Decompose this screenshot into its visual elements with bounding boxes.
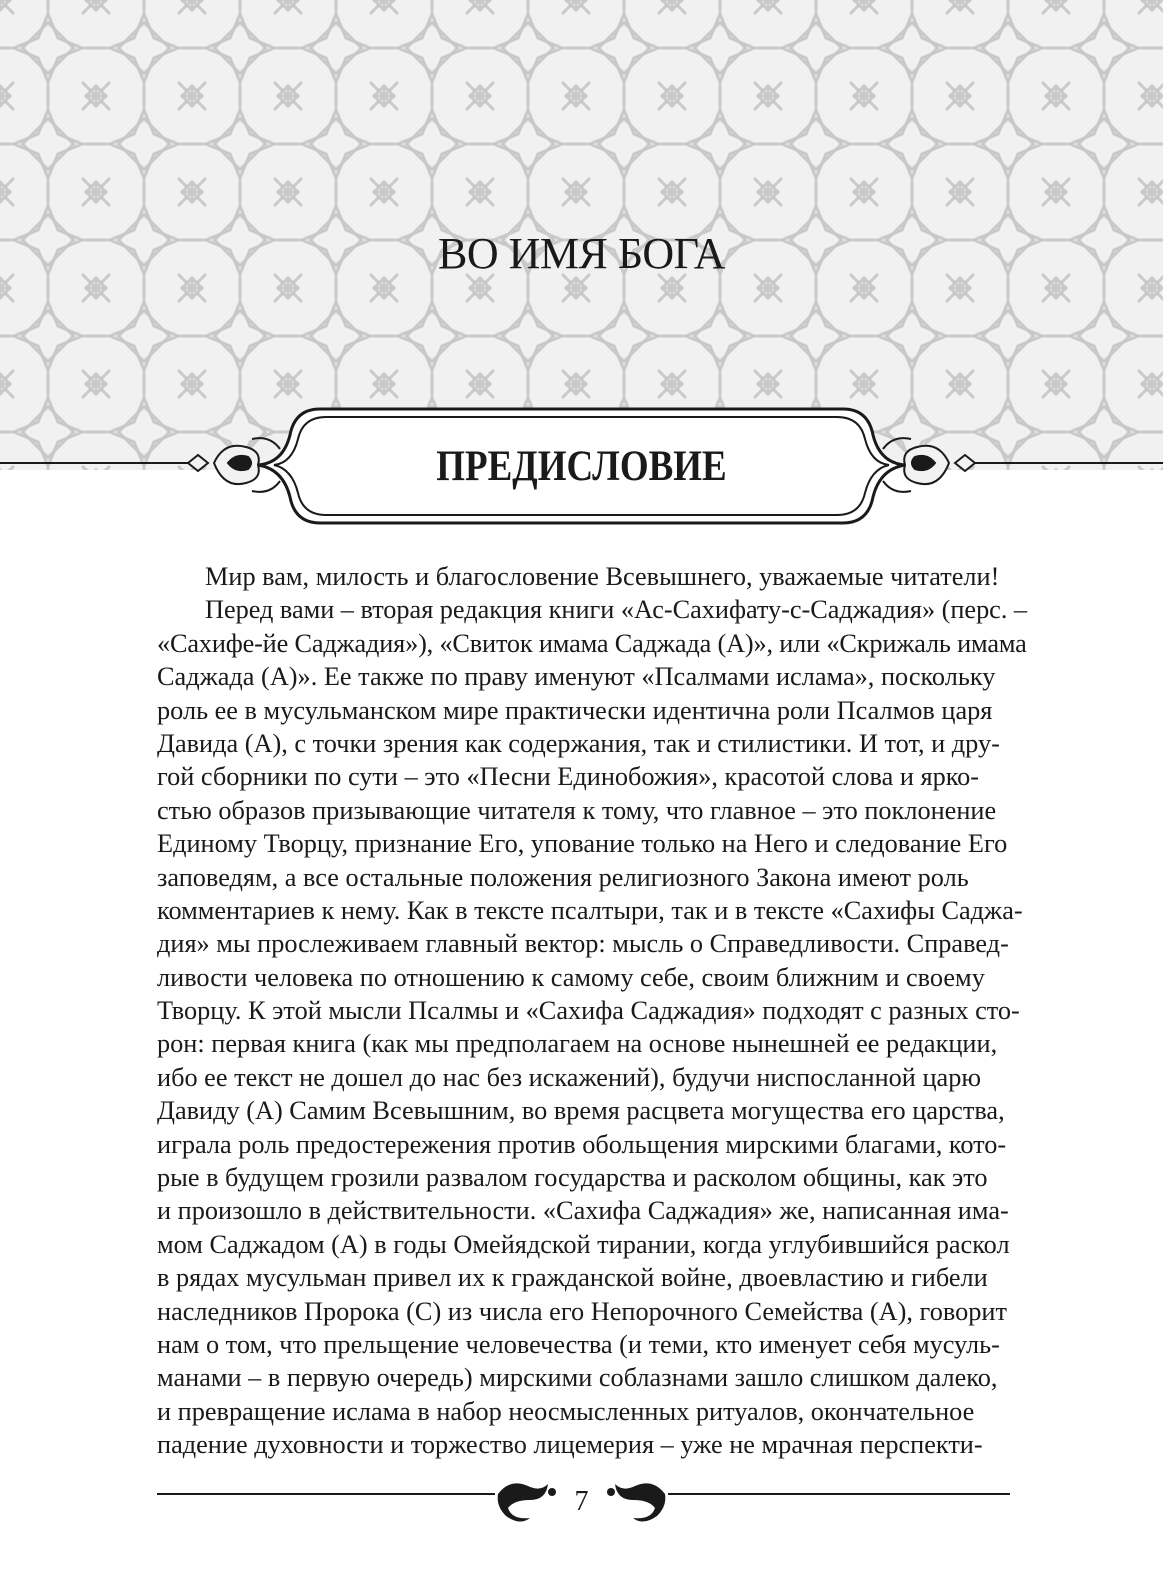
text-line: гой сборники по сути – это «Песни Единобожия», красотой слова и ярко- xyxy=(157,762,980,792)
text-line: падение духовности и торжество лицемерия – уже не мрачная перспекти- xyxy=(157,1430,983,1460)
text-line: и превращение ислама в набор неосмысленных ритуалов, окончательное xyxy=(157,1396,975,1426)
text-line: мом Саджадом (А) в годы Омейядской тирании, когда углубившийся раскол xyxy=(157,1229,1010,1259)
text-line: роль ее в мусульманском мире практически идентична роли Псалмов царя xyxy=(157,695,993,725)
text-line: ибо ее текст не дошел до нас без искажений), будучи ниспосланной царю xyxy=(157,1062,981,1092)
page-number: 7 xyxy=(574,1486,589,1517)
text-line: наследников Пророка (С) из числа его Непорочного Семейства (А), говорит xyxy=(157,1296,1007,1326)
text-line: Творцу. К этой мысли Псалмы и «Сахифа Саджадия» подходят с разных сто- xyxy=(157,996,1020,1026)
text-line: нам о том, что прельщение человечества (и теми, кто именует себя мусуль- xyxy=(157,1329,1000,1359)
text-line: Перед вами – вторая редакция книги «Ас-Сахифату-с-Саджадия» (перс. – xyxy=(205,595,1028,625)
text-line: Давида (А), с точки зрения как содержания, так и стилистики. И тот, и дру- xyxy=(157,728,1000,758)
text-line: комментариев к нему. Как в тексте псалтыри, так и в тексте «Сахифы Саджа- xyxy=(157,895,1023,925)
text-line: дия» мы прослеживаем главный вектор: мысль о Справедливости. Справед- xyxy=(157,929,1009,959)
text-line: Саджада (А)». Ее также по праву именуют «Псалмами ислама», поскольку xyxy=(157,662,996,692)
text-line: «Сахифе-йе Саджадия»), «Свиток имама Саджада (А)», или «Скрижаль имама xyxy=(157,628,1027,658)
header-title: ВО ИМЯ БОГА xyxy=(437,229,726,278)
text-line: рон: первая книга (как мы предполагаем на основе нынешней ее редакции, xyxy=(157,1029,998,1059)
text-line: ливости человека по отношению к самому себе, своим ближним и своему xyxy=(157,962,985,992)
text-line: в рядах мусульман привел их к гражданской войне, двоевластию и гибели xyxy=(157,1263,988,1293)
text-line: рые в будущем грозили развалом государства и расколом общины, как это xyxy=(157,1163,988,1193)
text-line: Единому Творцу, признание Его, упование только на Него и следование Его xyxy=(157,829,1008,859)
text-line: играла роль предостережения против обольщения мирскими благами, кото- xyxy=(157,1129,1007,1159)
text-line: и произошло в действительности. «Сахифа Саджадия» же, написанная има- xyxy=(157,1196,1009,1226)
text-line: Мир вам, милость и благословение Всевышнего, уважаемые читатели! xyxy=(205,562,1000,591)
text-line: заповедям, а все остальные положения религиозного Закона имеют роль xyxy=(157,862,969,892)
text-line: Давиду (А) Самим Всевышним, во время расцвета могущества его царства, xyxy=(157,1096,1005,1126)
section-title: ПРЕДИСЛОВИЕ xyxy=(436,443,727,490)
body-text xyxy=(157,560,1027,1462)
text-line: манами – в первую очередь) мирскими соблазнами зашло слишком далеко, xyxy=(157,1363,998,1393)
text-line: стью образов призывающие читателя к тому, что главное – это поклонение xyxy=(157,795,997,825)
